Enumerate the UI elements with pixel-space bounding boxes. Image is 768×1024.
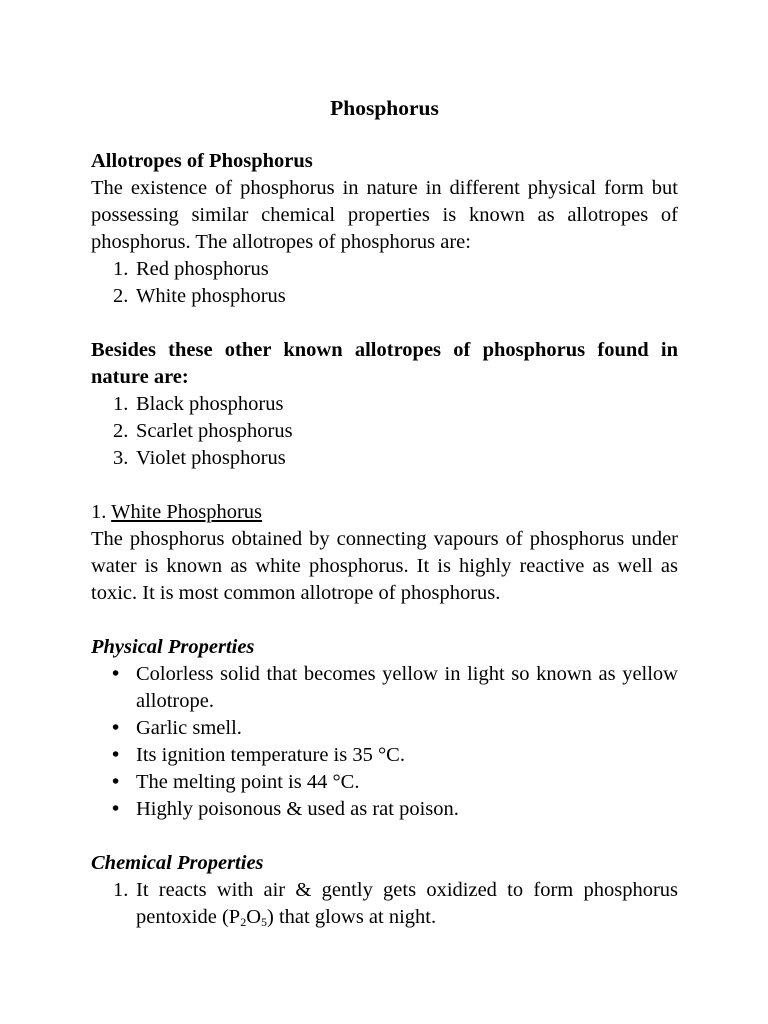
list-item [91,877,678,931]
list-item [91,769,678,796]
text-segment: O [246,906,262,928]
allotropes-paragraph: The existence of phosphorus in nature in different physical form but possessing similar chemical properties is known as allotropes of phosphorus. The allotropes of phosphorus are: [91,177,678,253]
list-item [91,661,678,715]
chemical-properties-heading: Chemical Properties [91,852,264,874]
allotropes-heading: Allotropes of Phosphorus [91,150,313,172]
text-segment: It reacts with air & gently gets oxidized to form phosphorus pentoxide (P [136,879,678,928]
bullet-icon: • [112,798,120,820]
subscript: 2 [240,915,247,929]
chemical-properties-list [91,877,678,931]
list-item-text: Black phosphorus [136,393,284,415]
bullet-icon: • [112,717,120,739]
bullet-icon: • [112,744,120,766]
list-item [91,256,678,283]
physical-properties-list [91,661,678,823]
text-segment: ) that glows at night. [267,906,437,928]
bullet-icon: • [112,663,120,685]
list-item-text: Garlic smell. [136,717,242,739]
list-number: 2. [113,285,129,307]
bullet-icon: • [112,771,120,793]
list-item-text: Colorless solid that becomes yellow in light so known as yellow allotrope. [136,663,678,712]
physical-properties-heading: Physical Properties [91,636,255,658]
page-title: Phosphorus [330,96,439,120]
list-item-text: The melting point is 44 °C. [136,771,360,793]
list-item [91,715,678,742]
list-item-text: Its ignition temperature is 35 °C. [136,744,405,766]
list-number: 2. [113,420,129,442]
list-item [91,445,678,472]
list-item-text: White phosphorus [136,285,286,307]
spacer [91,823,678,850]
list-item [91,283,678,310]
list-item-text: Scarlet phosphorus [136,420,293,442]
spacer [91,607,678,634]
other-allotropes-heading: Besides these other known allotropes of phosphorus found in nature are: [91,339,678,388]
list-number: 3. [113,447,129,469]
list-number: 1. [113,879,129,901]
list-item-text: Violet phosphorus [136,447,286,469]
other-allotropes-list [91,391,678,472]
section-title: White Phosphorus [111,501,263,523]
document-page [91,95,678,931]
list-item [91,418,678,445]
white-phosphorus-paragraph: The phosphorus obtained by connecting vapours of phosphorus under water is known as white phosphorus. It is highly reactive as well as toxic. It is most common allotrope of phosphorus. [91,528,678,604]
list-number: 1. [113,258,129,280]
list-item-text: Highly poisonous & used as rat poison. [136,798,459,820]
spacer [91,472,678,499]
white-phosphorus-heading [91,499,678,526]
list-item-text: Red phosphorus [136,258,269,280]
spacer [91,310,678,337]
allotropes-list [91,256,678,310]
list-number: 1. [113,393,129,415]
list-item [91,742,678,769]
list-item [91,796,678,823]
subscript: 5 [261,915,268,929]
list-item-text [136,879,678,928]
section-number: 1. [91,501,107,523]
list-item [91,391,678,418]
